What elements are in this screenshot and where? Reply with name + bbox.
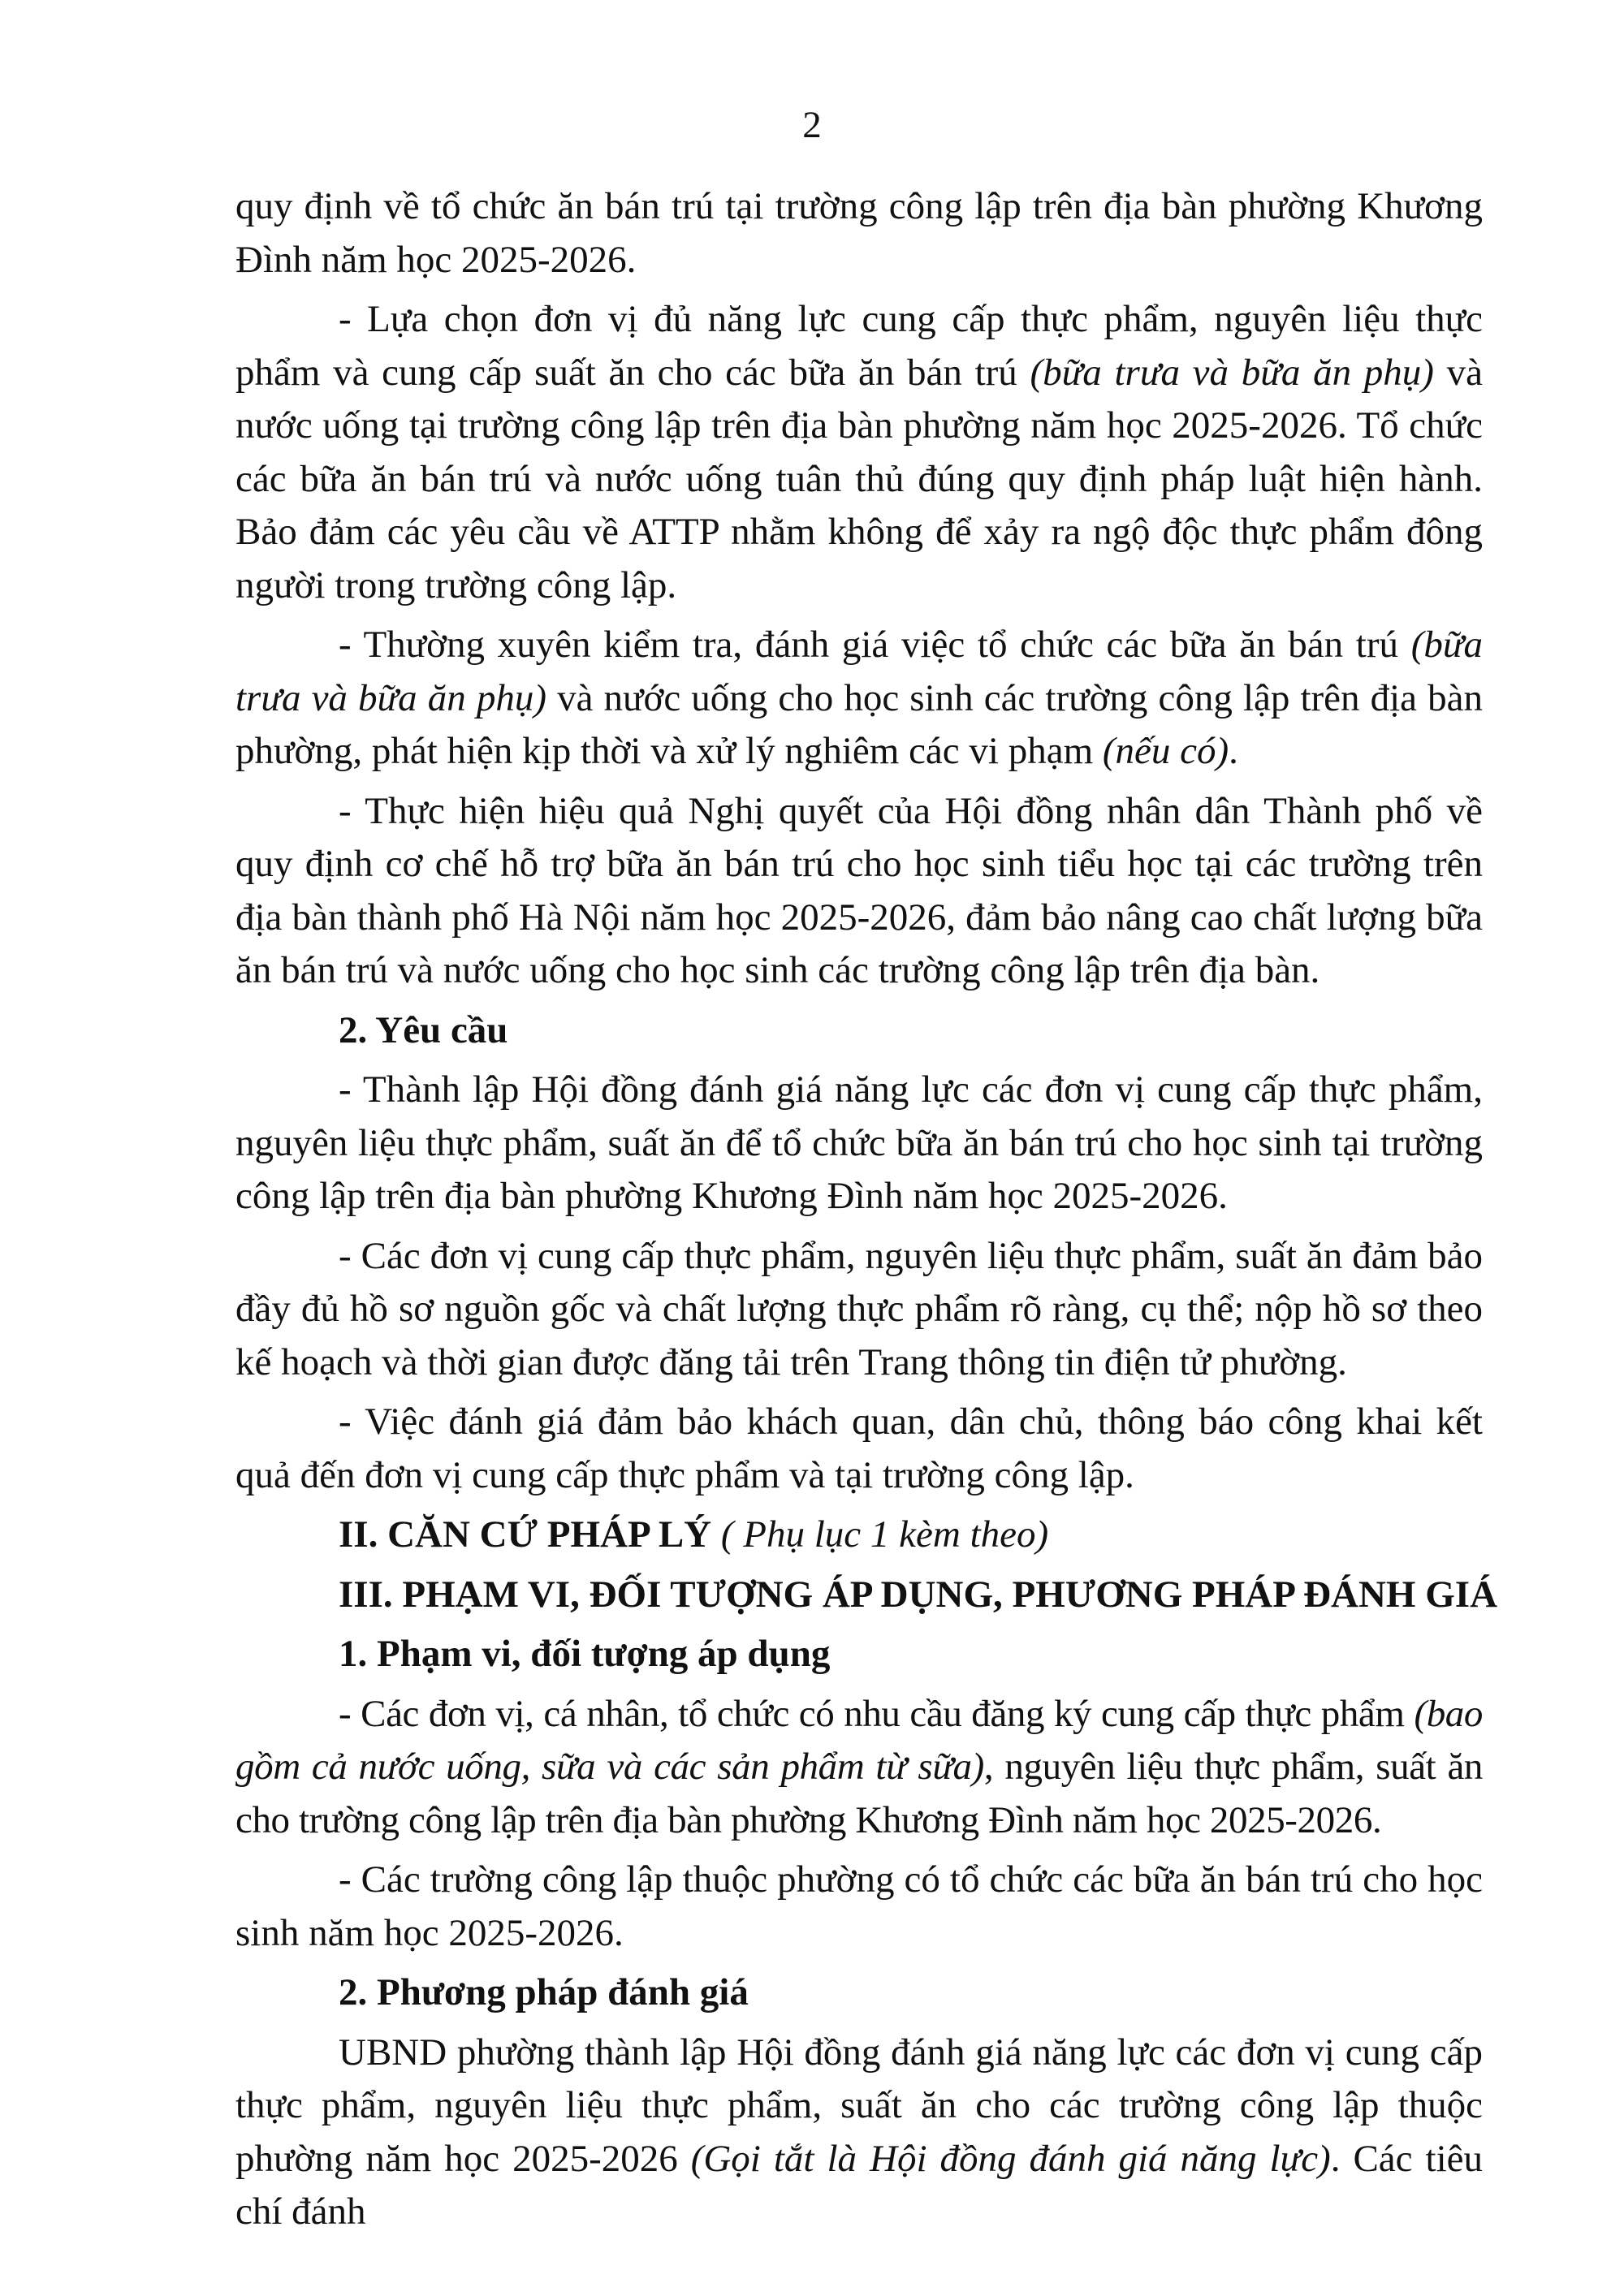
paragraph-applicable-units xyxy=(235,1688,1483,1848)
italic-note: (bao gồm cả nước uống, sữa và các sản phẩm từ sữa) xyxy=(235,1692,1483,1788)
italic-note: (bữa trưa và bữa ăn phụ) xyxy=(1030,351,1434,394)
heading-text: II. CĂN CỨ PHÁP LÝ xyxy=(339,1513,712,1556)
italic-note: (bữa trưa và bữa ăn phụ) xyxy=(235,624,1483,719)
paragraph-supplier-records: - Các đơn vị cung cấp thực phẩm, nguyên liệu thực phẩm, suất ăn đảm bảo đầy đủ hồ sơ nguồn gốc và chất lượng thực phẩm rõ ràng, cụ thể; nộp hồ sơ theo kế hoạch và thời gian được đăng tải trên Trang thông tin điện tử phường. xyxy=(235,1234,1483,1383)
heading-evaluation-method: 2. Phương pháp đánh giá xyxy=(339,1971,749,2013)
heading-scope-subjects: 1. Phạm vi, đối tượng áp dụng xyxy=(339,1633,831,1675)
text-run: - Các đơn vị, cá nhân, tổ chức có nhu cầu đăng ký cung cấp thực phẩm xyxy=(339,1692,1415,1735)
paragraph-objective-evaluation: - Việc đánh giá đảm bảo khách quan, dân chủ, thông báo công khai kết quả đến đơn vị cung cấp thực phẩm và tại trường công lập. xyxy=(235,1400,1483,1496)
document-body xyxy=(235,180,1498,2246)
heading-scope-method: III. PHẠM VI, ĐỐI TƯỢNG ÁP DỤNG, PHƯƠNG PHÁP ĐÁNH GIÁ xyxy=(339,1573,1498,1616)
page-number: 2 xyxy=(802,104,822,146)
appendix-note: ( Phụ lục 1 kèm theo) xyxy=(711,1513,1049,1556)
text-run: - Thường xuyên kiểm tra, đánh giá việc tổ chức các bữa ăn bán trú xyxy=(339,624,1411,666)
text-run: . xyxy=(1229,730,1238,772)
paragraph-select-supplier xyxy=(235,293,1483,612)
paragraph-council-evaluation xyxy=(235,2026,1483,2239)
text-run: và nước uống cho học sinh các trường công lập trên địa bàn phường, phát hiện kịp thời và xử lý nghiêm các vi phạm xyxy=(235,676,1483,772)
paragraph-establish-council: - Thành lập Hội đồng đánh giá năng lực các đơn vị cung cấp thực phẩm, nguyên liệu thực phẩm, suất ăn để tổ chức bữa ăn bán trú cho học sinh tại trường công lập trên địa bàn phường Khương Đình năm học 2025-2026. xyxy=(235,1068,1483,1217)
text-run: , nguyên liệu thực phẩm, suất ăn cho trường công lập trên địa bàn phường Khương Đình năm học 2025-2026. xyxy=(235,1746,1484,1841)
paragraph-intro-continuation: quy định về tổ chức ăn bán trú tại trường công lập trên địa bàn phường Khương Đình năm học 2025-2026. xyxy=(235,185,1483,281)
italic-note: (Gọi tắt là Hội đồng đánh giá năng lực) xyxy=(690,2137,1331,2180)
text-run: . Các tiêu chí đánh xyxy=(235,2137,1483,2233)
italic-note: (nếu có) xyxy=(1102,730,1229,772)
heading-requirements: 2. Yêu cầu xyxy=(339,1008,508,1051)
paragraph-resolution: - Thực hiện hiệu quả Nghị quyết của Hội đồng nhân dân Thành phố về quy định cơ chế hỗ trợ bữa ăn bán trú cho học sinh tiểu học tại các trường trên địa bàn thành phố Hà Nội năm học 2025-2026, đảm bảo nâng cao chất lượng bữa ăn bán trú và nước uống cho học sinh các trường công lập trên địa bàn. xyxy=(235,789,1483,991)
text-run: và nước uống tại trường công lập trên địa bàn phường năm học 2025-2026. Tổ chức các bữa ăn bán trú và nước uống tuân thủ đúng quy định pháp luật hiện hành. Bảo đảm các yêu cầu về ATTP nhằm không để xảy ra ngộ độc thực phẩm đông người trong trường công lập. xyxy=(235,351,1483,606)
text-run: UBND phường thành lập Hội đồng đánh giá năng lực các đơn vị cung cấp thực phẩm, nguyên liệu thực phẩm, suất ăn cho các trường công lập thuộc phường năm học 2025-2026 xyxy=(235,2031,1483,2180)
text-run: - Lựa chọn đơn vị đủ năng lực cung cấp thực phẩm, nguyên liệu thực phẩm và cung cấp suất ăn cho các bữa ăn bán trú xyxy=(235,298,1483,394)
heading-legal-basis xyxy=(235,1508,1483,1562)
paragraph-public-schools: - Các trường công lập thuộc phường có tổ chức các bữa ăn bán trú cho học sinh năm học 2025-2026. xyxy=(235,1858,1483,1954)
paragraph-regular-inspection xyxy=(235,619,1483,779)
